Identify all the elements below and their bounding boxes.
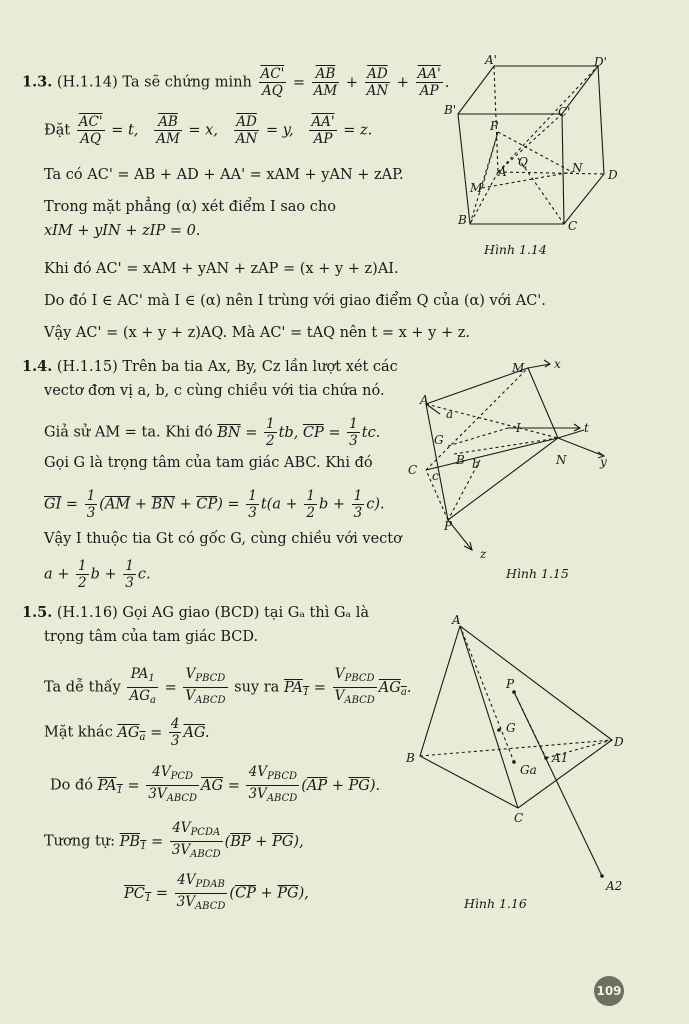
fig16-label: C — [514, 811, 524, 825]
fig14-label: D — [608, 168, 618, 182]
fig15-label: M — [512, 361, 525, 375]
fig15-label: t — [584, 421, 589, 435]
problem-1-5-line7: $PC_1$ = $4V_{PDAB}$ $3V_{ABCD}$ $(\overline{CP} + \overline{PG})$, — [124, 872, 309, 912]
fig14-label: B' — [444, 103, 457, 117]
fig14-label: C' — [558, 105, 571, 119]
fig16-label: A2 — [606, 879, 623, 893]
figure-1-14-cube — [438, 52, 628, 240]
problem-heading: 1.3. — [22, 73, 53, 91]
problem-1-5-line1: 1.5. (H.1.16) Gọi AG giao (BCD) tại Gₐ thì Gₐ là — [22, 604, 370, 621]
page-number-badge: 109 — [594, 976, 624, 1006]
problem-1-4-line7: a + $\frac{1}{2}$ b + $\frac{1}{3}$ c. — [44, 558, 151, 591]
problem-1-4-line2: vectơ đơn vị a, b, c cùng chiều với tia chứa nó. — [44, 383, 385, 399]
problem-1-4-line5: $\overline{GI}$ = $\frac{1}{3}$ $(\overline{AM} + \overline{BN} + \overline{CP})$ = $\frac{1}{3}$ t(a + $\frac{1}{2}$ b + $\frac{1}{3}$ c). — [44, 488, 385, 521]
fig15-label: b — [472, 457, 480, 471]
point-a1 — [544, 756, 548, 760]
fig14-label: Q — [518, 155, 528, 169]
problem-1-4-line4: Gọi G là trọng tâm của tam giác ABC. Khi đó — [44, 455, 373, 471]
problem-1-3-intro: 1.3. (H.1.14) Ta sẽ chứng minh $\frac{AC'}{AQ}$ = $\frac{\overline{AB}}{AM}$ + $\frac{\overline{AD}}{AN}$ + $\frac{AA'}{AP}$ . — [22, 66, 450, 99]
problem-1-3-line8: Vậy AC' = (x + y + z)AQ. Mà AC' = tAQ nên t = x + y + z. — [44, 325, 470, 341]
fig14-label: A' — [485, 53, 497, 67]
fig15-label: A — [420, 393, 429, 407]
fig14-label: B — [458, 213, 467, 227]
problem-1-3-line6: Khi đó AC' = xAM + yAN + zAP = (x + y + z)AI. — [44, 261, 399, 277]
fig14-label: P — [490, 119, 499, 133]
problem-1-5-line5: Do đó $PA_1$ = $4V_{PCD}$ $3V_{ABCD}$ $\overline{AG}$ = $4V_{PBCD}$ $3V_{ABCD}$ $(\overline{AP} + \overline{PG})$. — [50, 764, 381, 804]
fig15-label: y — [600, 455, 607, 469]
fig15-label: C — [408, 463, 418, 477]
fig16-label: Ga — [520, 763, 537, 777]
problem-1-4-line1: 1.4. (H.1.15) Trên ba tia Ax, By, Cz lần lượt xét các — [22, 358, 398, 375]
problem-1-3-line3: Ta có AC' = AB + AD + AA' = xAM + yAN + zAP. — [44, 167, 404, 183]
fig16-label: G — [506, 721, 516, 735]
figure-1-15 — [404, 354, 622, 568]
figure-1-15-caption: Hình 1.15 — [506, 566, 569, 581]
fig14-label: N — [572, 161, 583, 175]
problem-1-5-line4: Mặt khác $AG_a$ = $\frac{4}{3}$ $\overline{AG}$. — [44, 716, 210, 749]
problem-1-3-line4: Trong mặt phẳng (α) xét điểm I sao cho — [44, 199, 336, 215]
fig15-label: c — [432, 469, 439, 483]
problem-1-3-line5: xIM + yIN + zIP = 0. — [44, 223, 201, 239]
fig16-label: A — [452, 613, 461, 627]
fig15-label: N — [556, 453, 567, 467]
fig15-label: z — [480, 547, 487, 561]
fig16-label: D — [614, 735, 624, 749]
fig14-label: D' — [594, 55, 607, 69]
figure-1-16-caption: Hình 1.16 — [464, 896, 527, 911]
problem-1-3-set: Đặt $\frac{AC'}{AQ}$ = t, $\frac{\overline{AB}}{AM}$ = x, $\frac{\overline{AD}}{AN}$ = y, $\frac{AA'}{AP}$ = z. — [44, 114, 373, 147]
fig14-label: C — [568, 219, 578, 233]
fig16-label: A1 — [552, 751, 569, 765]
set-word: Đặt — [44, 122, 71, 139]
fig16-label: B — [406, 751, 415, 765]
point-g — [497, 728, 501, 732]
problem-1-4-line6: Vậy I thuộc tia Gt có gốc G, cùng chiều với vectơ — [44, 531, 402, 547]
fig15-label: a — [446, 407, 454, 421]
problem-1-3-line7: Do đó I ∈ AC' mà I ∈ (α) nên I trùng với giao điểm Q của (α) với AC'. — [44, 293, 546, 309]
problem-1-5-line3: Ta dễ thấy $PA_1$ $AG_a$ = $V_{PBCD}$ $V_{ABCD}$ suy ra $PA_1$ = $V_{PBCD}$ $V_{ABCD}$ $AG_a$. — [44, 666, 412, 706]
point-ga — [512, 760, 516, 764]
fig15-label: B — [456, 453, 465, 467]
problem-1-5-line2: trọng tâm của tam giác BCD. — [44, 629, 259, 645]
point-a2 — [600, 874, 604, 878]
fig14-label: A — [498, 165, 507, 179]
figure-1-14-caption: Hình 1.14 — [484, 242, 547, 257]
figure-1-16 — [402, 612, 632, 894]
fig15-label: G — [434, 433, 444, 447]
problem-heading: 1.5. — [22, 604, 53, 621]
fig14-label: M — [470, 181, 483, 195]
problem-1-4-line3: Giả sử AM = ta. Khi đó $\overline{BN}$ = $\frac{1}{2}$ tb, $\overline{CP}$ = $\frac{1}{3}$ tc. — [44, 416, 381, 449]
problem-1-5-line6: Tương tự: $PB_1$ = $4V_{PCDA}$ $3V_{ABCD}$ $(\overline{BP} + \overline{PG})$, — [44, 820, 304, 860]
problem-heading: 1.4. — [22, 358, 53, 375]
fig15-label: P — [444, 519, 453, 533]
fig16-label: P — [506, 677, 515, 691]
intro-text: (H.1.14) Ta sẽ chứng minh — [56, 74, 252, 91]
fig15-label: I — [516, 421, 521, 435]
fig15-label: x — [554, 357, 561, 371]
